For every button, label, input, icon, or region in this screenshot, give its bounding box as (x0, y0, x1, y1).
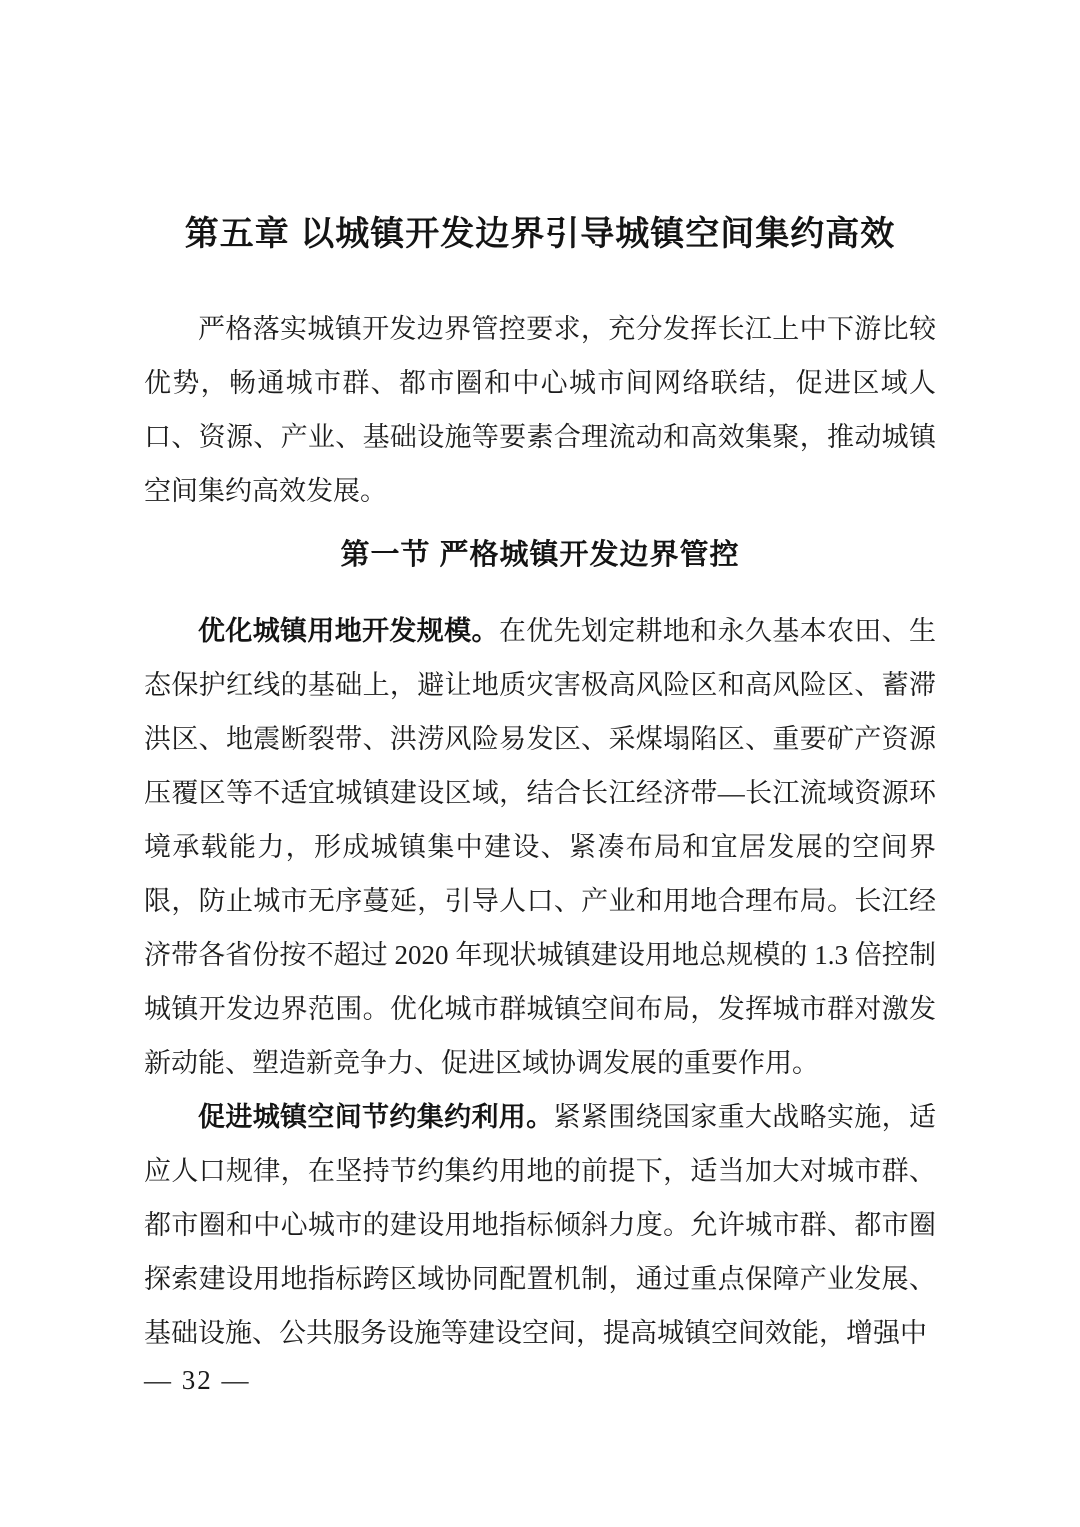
paragraph-intensive-use-lead: 促进城镇空间节约集约利用。 (198, 1102, 554, 1132)
chapter-title: 第五章 以城镇开发边界引导城镇空间集约高效 (184, 215, 896, 253)
paragraph-intensive-use-text: 紧紧围绕国家重大战略实施，适应人口规律，在坚持节约集约用地的前提下，适当加大对城市群、都市圈和中心城市的建设用地指标倾斜力度。允许城市群、都市圈探索建设用地指标跨区域协同配置机制，通过重点保障产业发展、基础设施、公共服务设施等建设空间，提高城镇空间效能，增强中 (144, 1102, 936, 1348)
section-title: 第一节 严格城镇开发边界管控 (340, 539, 740, 571)
page-number: — 32 — (144, 1365, 251, 1395)
paragraph-optimize-scale (144, 604, 936, 1090)
paragraph-optimize-scale-text: 在优先划定耕地和永久基本农田、生态保护红线的基础上，避让地质灾害极高风险区和高风险区、蓄滞洪区、地震断裂带、洪涝风险易发区、采煤塌陷区、重要矿产资源压覆区等不适宜城镇建设区域，结合长江经济带—长江流域资源环境承载能力，形成城镇集中建设、紧凑布局和宜居发展的空间界限，防止城市无序蔓延，引导人口、产业和用地合理布局。长江经济带各省份按不超过 2020 年现状城镇建设用地总规模的 1.3 倍控制城镇开发边界范围。优化城市群城镇空间布局，发挥城市群对激发新动能、塑造新竞争力、促进区域协调发展的重要作用。 (144, 616, 937, 1078)
paragraph-optimize-scale-lead: 优化城镇用地开发规模。 (198, 616, 499, 646)
paragraph-intro (144, 302, 936, 518)
paragraph-intensive-use (144, 1090, 936, 1360)
page-content (144, 212, 936, 1360)
paragraph-intro-text: 严格落实城镇开发边界管控要求，充分发挥长江上中下游比较优势，畅通城市群、都市圈和中心城市间网络联结，促进区域人口、资源、产业、基础设施等要素合理流动和高效集聚，推动城镇空间集约高效发展。 (144, 314, 936, 506)
